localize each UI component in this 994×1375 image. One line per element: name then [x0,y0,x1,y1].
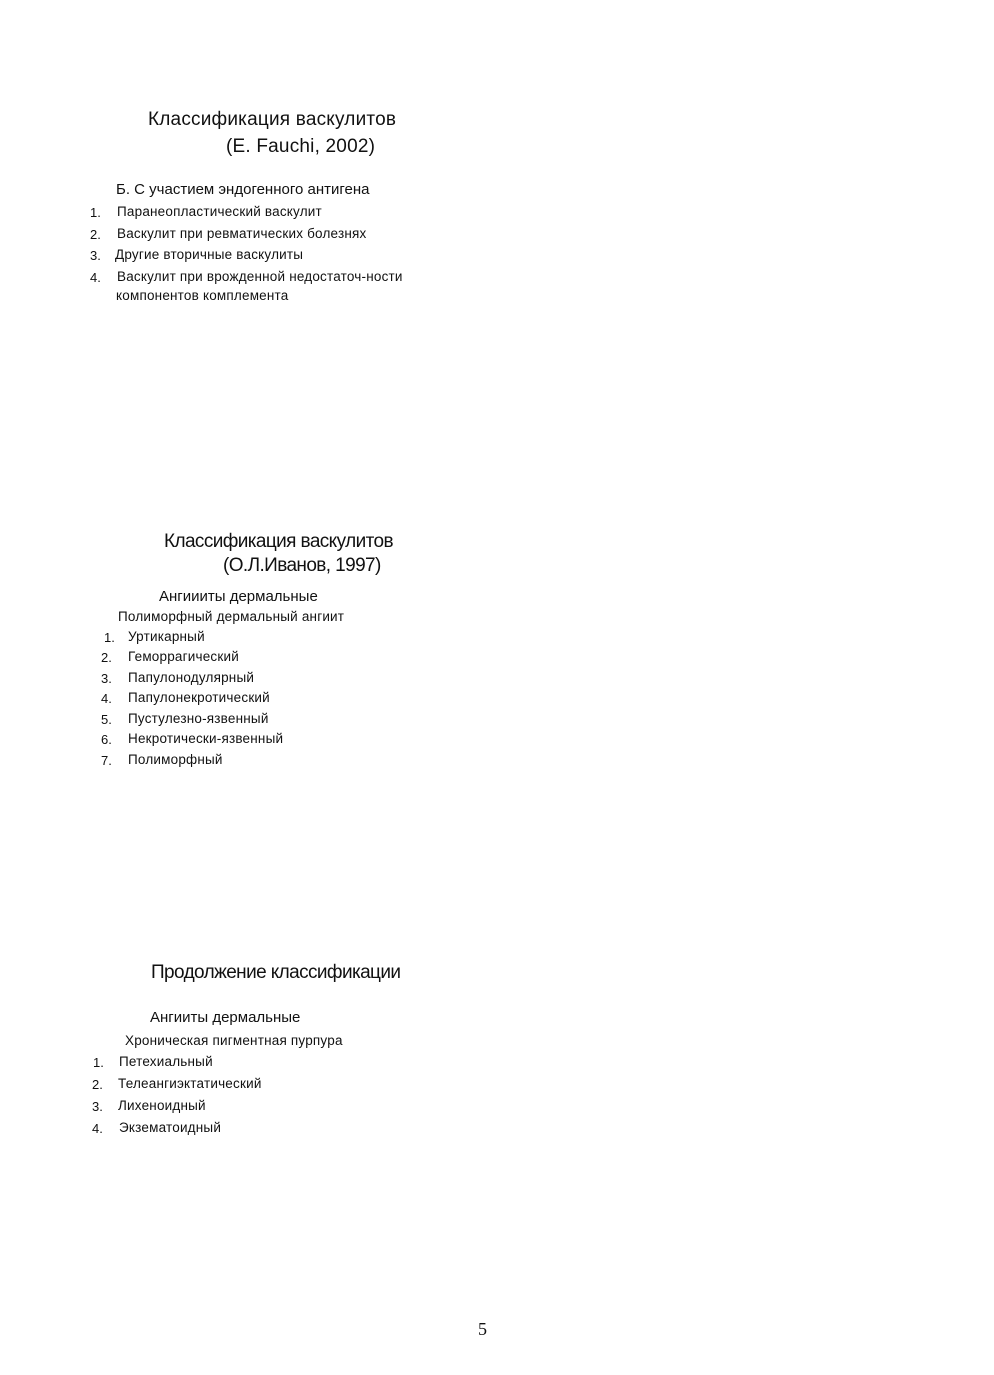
list-item-number: 2. [101,650,112,665]
list-item: Некротически-язвенный [128,731,284,746]
list-item-number: 1. [90,205,101,220]
list-item-number: 7. [101,753,112,768]
section-subtitle-secondary: Хроническая пигментная пурпура [125,1033,343,1048]
list-item-number: 4. [92,1121,103,1136]
list-item-number: 5. [101,712,112,727]
list-item: Петехиальный [119,1054,213,1069]
list-item-number: 3. [101,671,112,686]
list-item: Экзематоидный [119,1120,222,1135]
section-subtitle: Ангиииты дермальные [159,588,318,605]
list-item-number: 3. [92,1099,103,1114]
section-title: Продолжение классификации [151,962,401,983]
list-item-number: 4. [90,270,101,285]
list-item: Телеангиэктатический [118,1076,262,1091]
list-item-number: 4. [101,691,112,706]
list-item-number: 3. [90,248,101,263]
section-title: Классификация васкулитов [148,109,397,130]
list-item: Васкулит при врожденной недостаточ-ности [117,269,403,284]
list-item: Папулонодулярный [128,670,255,685]
section-source: (E. Fauchi, 2002) [226,136,376,157]
list-item-continuation: компонентов комплемента [116,288,289,303]
list-item: Пустулезно-язвенный [128,711,269,726]
list-item-number: 6. [101,732,112,747]
list-item-number: 1. [93,1055,104,1070]
section-source: (О.Л.Иванов, 1997) [223,555,381,576]
page-number: 5 [478,1319,487,1339]
section-subtitle: Ангииты дермальные [150,1009,301,1026]
list-item-number: 2. [90,227,101,242]
section-subtitle-secondary: Полиморфный дермальный ангиит [118,609,345,624]
list-item: Паранеопластический васкулит [117,204,322,219]
list-item: Другие вторичные васкулиты [115,247,304,262]
list-item: Уртикарный [128,629,205,644]
list-item: Папулонекротический [128,690,270,705]
list-item: Лихеноидный [118,1098,206,1113]
list-item-number: 2. [92,1077,103,1092]
list-item-number: 1. [104,630,115,645]
list-item: Васкулит при ревматических болезнях [117,226,367,241]
list-item: Полиморфный [128,752,223,767]
section-subtitle: Б. С участием эндогенного антигена [116,181,370,198]
list-item: Геморрагический [128,649,239,664]
section-title: Классификация васкулитов [164,531,393,552]
